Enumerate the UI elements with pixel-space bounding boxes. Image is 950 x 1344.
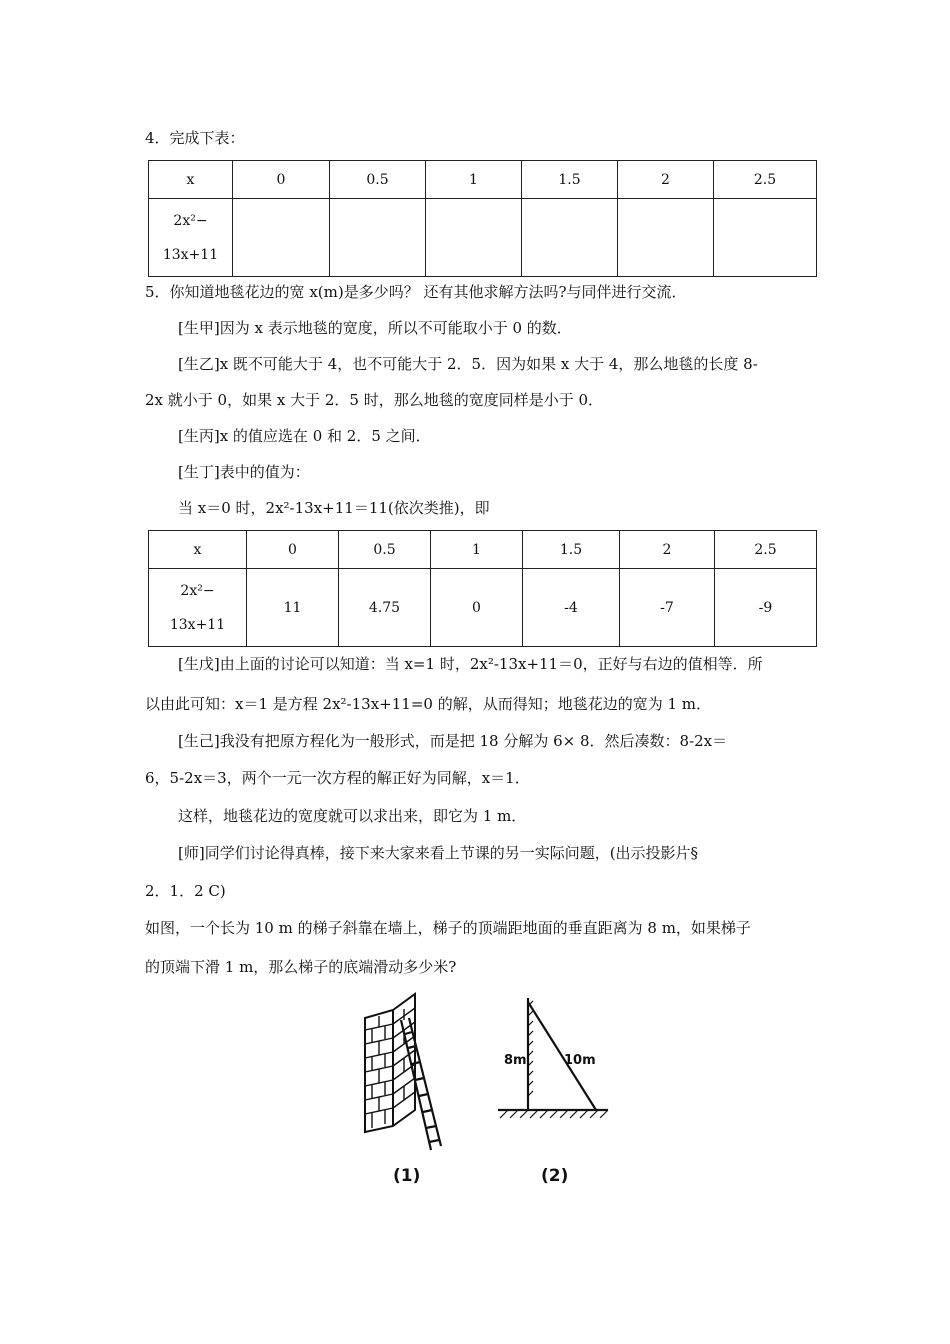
para-ji-2: 6，5-2x＝3，两个一元一次方程的解正好为同解，x＝1． bbox=[145, 769, 530, 787]
table-2-x-value: 2.5 bbox=[715, 531, 817, 569]
table-2-x-label: x bbox=[149, 531, 247, 569]
q5-title: 5．你知道地毯花边的宽 x(m)是多少吗？ 还有其他求解方法吗?与同伴进行交流． bbox=[145, 283, 687, 301]
label-8m: 8m bbox=[504, 1053, 527, 1068]
para-ding: [生丁]表中的值为： bbox=[178, 463, 310, 481]
table-1 bbox=[148, 160, 817, 277]
table-1-x-value: 0 bbox=[233, 161, 330, 199]
para-wu-1: [生戊]由上面的讨论可以知道：当 x=1 时，2x²-13x+11＝0，正好与右边的值相等．所 bbox=[178, 655, 763, 673]
expr-line-2: 13x+11 bbox=[169, 616, 226, 633]
table-1-y-cell bbox=[522, 199, 618, 277]
table-2-x-value: 1 bbox=[431, 531, 523, 569]
table-1-expr-label bbox=[149, 199, 233, 277]
table-2-y-cell: 4.75 bbox=[339, 569, 431, 647]
table-1-x-value: 2 bbox=[618, 161, 714, 199]
para-wu-2: 以由此可知：x＝1 是方程 2x²-13x+11=0 的解，从而得知；地毯花边的宽为 1 m． bbox=[145, 695, 712, 713]
para-yi-1: [生乙]x 既不可能大于 4，也不可能大于 2．5．因为如果 x 大于 4，那么地毯的长度 8- bbox=[178, 355, 758, 373]
table-2-y-cell: -9 bbox=[715, 569, 817, 647]
table-1-y-cell bbox=[618, 199, 714, 277]
para-zheyang: 这样，地毯花边的宽度就可以求出来，即它为 1 m． bbox=[178, 807, 527, 825]
table-2-x-value: 2 bbox=[620, 531, 715, 569]
expr-line-1: 2x²− bbox=[180, 582, 215, 599]
table-1-x-value: 1.5 bbox=[522, 161, 618, 199]
table-1-y-cell bbox=[426, 199, 522, 277]
table-1-x-value: 2.5 bbox=[714, 161, 817, 199]
para-jia: [生甲]因为 x 表示地毯的宽度，所以不可能取小于 0 的数． bbox=[178, 319, 572, 337]
table-2-y-cell: -4 bbox=[523, 569, 620, 647]
table-1-x-value: 0.5 bbox=[330, 161, 426, 199]
para-yi-2: 2x 就小于 0，如果 x 大于 2．5 时，那么地毯的宽度同样是小于 0． bbox=[145, 391, 604, 409]
brick-wall bbox=[365, 994, 415, 1132]
para-shi-1: [师]同学们讨论得真棒，接下来大家来看上节课的另一实际问题，(出示投影片§ bbox=[178, 844, 699, 862]
table-1-x-value: 1 bbox=[426, 161, 522, 199]
table-2-expr-label bbox=[149, 569, 247, 647]
figure-1-caption: (1) bbox=[393, 1166, 421, 1186]
table-2-x-value: 0.5 bbox=[339, 531, 431, 569]
para-rutu-2: 的顶端下滑 1 m，那么梯子的底端滑动多少米? bbox=[145, 958, 457, 976]
expr-line-2: 13x+11 bbox=[162, 246, 219, 263]
table-2 bbox=[148, 530, 817, 647]
para-shi-2: 2．1．2 C) bbox=[145, 882, 226, 900]
ground-line bbox=[498, 1110, 608, 1118]
table-1-y-cell bbox=[233, 199, 330, 277]
wall-line bbox=[528, 998, 533, 1110]
table-1-x-label: x bbox=[149, 161, 233, 199]
para-rutu-1: 如图，一个长为 10 m 的梯子斜靠在墙上，梯子的顶端距地面的垂直距离为 8 m，如果梯子 bbox=[145, 919, 751, 937]
figure-1-wall-ladder bbox=[345, 990, 455, 1160]
table-1-y-cell bbox=[330, 199, 426, 277]
table-2-y-cell: -7 bbox=[620, 569, 715, 647]
table-1-y-cell bbox=[714, 199, 817, 277]
table-2-y-cell: 11 bbox=[247, 569, 339, 647]
figure-2-caption: (2) bbox=[541, 1166, 569, 1186]
label-10m: 10m bbox=[564, 1053, 596, 1068]
table-2-x-value: 0 bbox=[247, 531, 339, 569]
expr-line-1: 2x²− bbox=[173, 212, 208, 229]
para-dang: 当 x＝0 时，2x²-13x+11＝11(依次类推)，即 bbox=[178, 499, 490, 517]
q4-title: 4．完成下表： bbox=[145, 129, 245, 147]
table-2-y-cell: 0 bbox=[431, 569, 523, 647]
table-2-x-value: 1.5 bbox=[523, 531, 620, 569]
para-bing: [生丙]x 的值应选在 0 和 2．5 之间． bbox=[178, 427, 431, 445]
figure-2-triangle bbox=[490, 992, 620, 1132]
para-ji-1: [生己]我没有把原方程化为一般形式，而是把 18 分解为 6× 8．然后凑数：8-2x＝ bbox=[178, 732, 728, 750]
